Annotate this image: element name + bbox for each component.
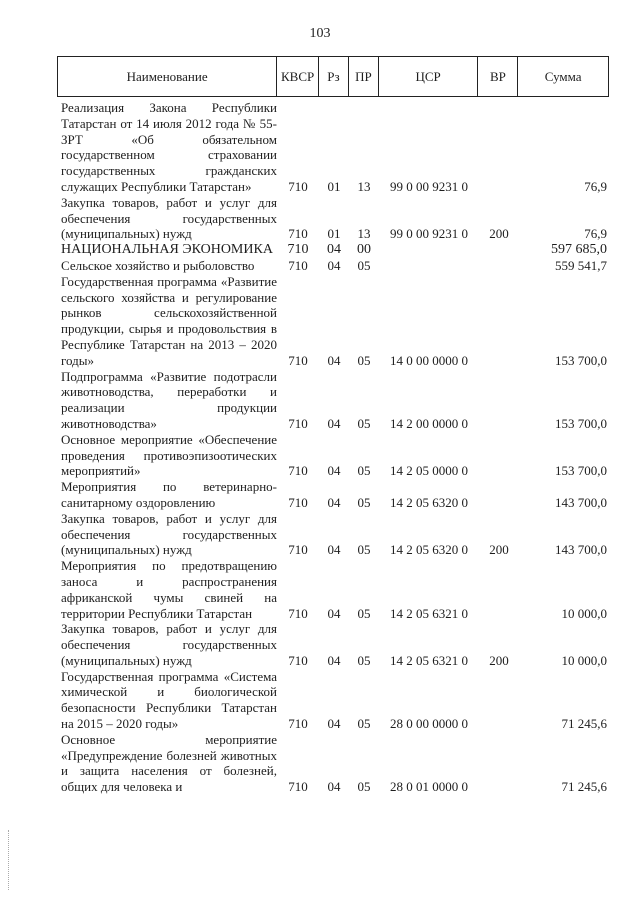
- row-kvsr: 710: [288, 605, 308, 621]
- row-rz: 04: [327, 779, 341, 795]
- row-rz: 04: [327, 463, 341, 479]
- row-pr: 05: [357, 352, 371, 368]
- row-sum: 153 700,0: [555, 415, 607, 431]
- row-name: Основное мероприятие «Предупреждение болезней животных и защита населения от болезней, общих для человека и: [61, 731, 277, 795]
- row-sum: 76,9: [584, 178, 607, 194]
- row-csr: 14 2 05 0000 0: [390, 463, 468, 479]
- row-kvsr: 710: [288, 415, 308, 431]
- row-rz: 04: [327, 542, 341, 558]
- row-pr: 00: [357, 242, 371, 258]
- table-row: [57, 432, 609, 479]
- table-row: [57, 274, 609, 369]
- row-rz: 04: [327, 494, 341, 510]
- row-sum: 143 700,0: [555, 542, 607, 558]
- row-name: Закупка товаров, работ и услуг для обеспечения государственных (муниципальных) нужд: [61, 621, 277, 668]
- row-pr: 05: [357, 716, 371, 732]
- row-name: Государственная программа «Развитие сельского хозяйства и регулирование рынков сельскохозяйственной продукции, сырья и продовольствия в Республике Татарстан на 2013 – 2020 годы»: [61, 273, 277, 368]
- row-name: Подпрограмма «Развитие подотрасли животноводства, переработки и реализации продукции животноводства»: [61, 368, 277, 431]
- table-row: [57, 195, 609, 242]
- header-rz: Рз: [319, 57, 349, 96]
- row-rz: 04: [327, 716, 341, 732]
- row-csr: 14 2 05 6321 0: [390, 652, 468, 668]
- row-sum: 71 245,6: [561, 716, 607, 732]
- row-csr: 14 2 00 0000 0: [390, 415, 468, 431]
- table-row: [57, 369, 609, 432]
- row-csr: 14 2 05 6321 0: [390, 605, 468, 621]
- row-rz: 04: [327, 242, 341, 258]
- row-kvsr: 710: [288, 226, 308, 242]
- row-kvsr: 710: [288, 352, 308, 368]
- row-vr: 200: [489, 226, 509, 242]
- row-kvsr: 710: [288, 494, 308, 510]
- row-kvsr: 710: [288, 779, 308, 795]
- table-body: [57, 100, 609, 795]
- table-row: [57, 258, 609, 274]
- row-name: Закупка товаров, работ и услуг для обеспечения государственных (муниципальных) нужд: [61, 194, 277, 242]
- header-sum: Сумма: [544, 68, 582, 84]
- table-row: [57, 511, 609, 558]
- header-name: Наименование: [58, 57, 277, 96]
- row-pr: 13: [357, 226, 371, 242]
- row-sum: 559 541,7: [555, 257, 607, 273]
- table-header: [57, 56, 609, 97]
- row-csr: 28 0 01 0000 0: [390, 779, 468, 795]
- row-pr: 05: [357, 257, 371, 273]
- header-csr: ЦСР: [379, 57, 479, 96]
- row-name: Реализация Закона Республики Татарстан от 14 июля 2012 года № 55-ЗРТ «Об обязательном государственном страховании государственных гражданских служащих Республики Татарстан»: [61, 100, 277, 194]
- row-sum: 71 245,6: [561, 779, 607, 795]
- header-kvsr: КВСР: [277, 57, 319, 96]
- row-pr: 05: [357, 605, 371, 621]
- row-sum: 153 700,0: [555, 352, 607, 368]
- row-pr: 05: [357, 652, 371, 668]
- row-rz: 04: [327, 352, 341, 368]
- row-csr: 28 0 00 0000 0: [390, 716, 468, 732]
- row-sum: 76,9: [584, 226, 607, 242]
- row-csr: 99 0 00 9231 0: [390, 226, 468, 242]
- row-kvsr: 710: [288, 257, 308, 273]
- table-row: [57, 558, 609, 621]
- header-pr: ПР: [349, 57, 379, 96]
- row-kvsr: 710: [288, 542, 308, 558]
- row-vr: 200: [489, 652, 509, 668]
- row-kvsr: 710: [288, 178, 308, 194]
- row-sum: 143 700,0: [555, 494, 607, 510]
- row-csr: 14 2 05 6320 0: [390, 542, 468, 558]
- table-row: [57, 242, 609, 258]
- row-rz: 01: [327, 226, 341, 242]
- row-sum: 10 000,0: [561, 605, 607, 621]
- table-row: [57, 100, 609, 195]
- row-name: Государственная программа «Система химической и биологической безопасности Республики Татарстан на 2015 – 2020 годы»: [61, 668, 277, 732]
- header-vr: ВР: [478, 57, 518, 96]
- row-name: Закупка товаров, работ и услуг для обеспечения государственных (муниципальных) нужд: [61, 510, 277, 558]
- row-kvsr: 710: [288, 652, 308, 668]
- table-row: [57, 621, 609, 668]
- row-pr: 05: [357, 494, 371, 510]
- row-kvsr: 710: [288, 716, 308, 732]
- table-row: [57, 479, 609, 511]
- row-sum: 153 700,0: [555, 463, 607, 479]
- row-pr: 05: [357, 542, 371, 558]
- row-pr: 05: [357, 779, 371, 795]
- row-sum: 10 000,0: [561, 652, 607, 668]
- row-name: Мероприятия по ветеринарно-санитарному оздоровлению: [61, 479, 277, 510]
- row-kvsr: 710: [288, 463, 308, 479]
- row-name: Мероприятия по предотвращению заноса и распространения африканской чумы свиней на территории Республики Татарстан: [61, 558, 277, 621]
- row-rz: 04: [327, 257, 341, 273]
- row-pr: 13: [357, 178, 371, 194]
- row-pr: 05: [357, 463, 371, 479]
- row-kvsr: 710: [287, 242, 309, 258]
- row-rz: 04: [327, 605, 341, 621]
- row-sum: 597 685,0: [551, 242, 607, 258]
- row-rz: 04: [327, 652, 341, 668]
- row-csr: 99 0 00 9231 0: [390, 178, 468, 194]
- row-name: Сельское хозяйство и рыболовство: [61, 257, 255, 273]
- row-name: НАЦИОНАЛЬНАЯ ЭКОНОМИКА: [61, 242, 273, 258]
- page-number: 103: [309, 26, 331, 41]
- row-csr: 14 2 05 6320 0: [390, 494, 468, 510]
- scan-margin-marks: [8, 830, 11, 890]
- row-name: Основное мероприятие «Обеспечение проведения противоэпизоотических мероприятий»: [61, 431, 277, 479]
- row-pr: 05: [357, 415, 371, 431]
- table-row: [57, 732, 609, 795]
- row-csr: 14 0 00 0000 0: [390, 352, 468, 368]
- row-vr: 200: [489, 542, 509, 558]
- table-row: [57, 669, 609, 732]
- row-rz: 01: [327, 178, 341, 194]
- row-rz: 04: [327, 415, 341, 431]
